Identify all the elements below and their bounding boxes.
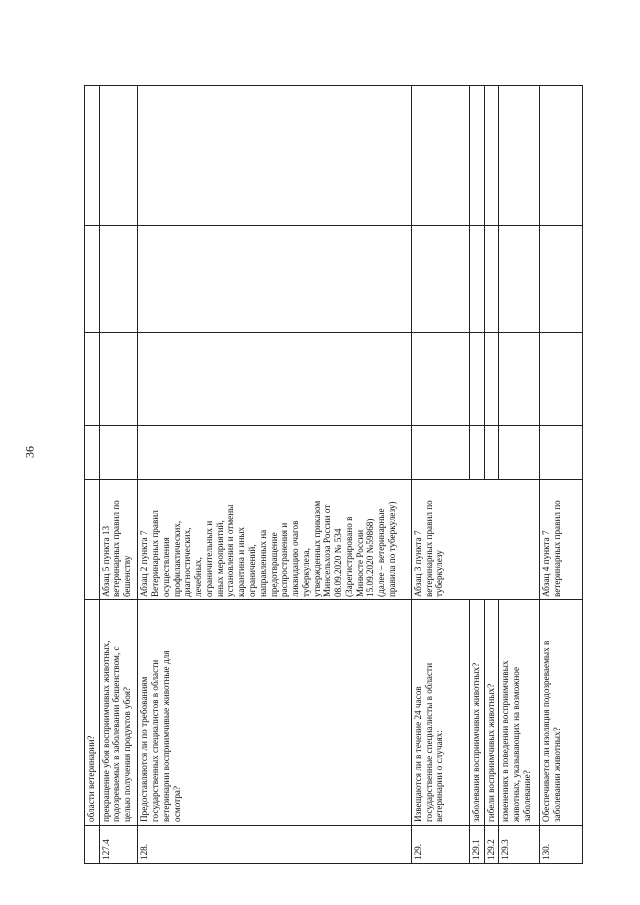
question-line: осмотра?	[171, 785, 182, 822]
question-text	[99, 600, 138, 826]
reference-line: ликвидацию очагов	[290, 520, 301, 597]
question-line: Извещаются ли в течение 24 часов	[412, 686, 423, 822]
item-number: 130.	[540, 826, 583, 864]
question-text	[540, 600, 583, 826]
answer-cell	[470, 86, 484, 226]
question-text	[138, 600, 412, 826]
answer-cell	[540, 226, 583, 333]
reference-line: (далее – ветеринарные	[376, 508, 387, 597]
table-row	[499, 86, 540, 864]
answer-cell	[411, 226, 470, 333]
question-text	[499, 600, 540, 826]
answer-cell	[85, 226, 100, 333]
answer-cell	[85, 333, 100, 426]
answer-cell	[470, 426, 484, 480]
question-line: заболевания восприимчивых животных?	[471, 662, 482, 822]
reference-line: лечебных,	[193, 557, 204, 597]
question-line: Предоставляются ли по требованиям	[139, 676, 150, 822]
page-number: 36	[22, 446, 37, 458]
question-line: гибели восприимчивых животных?	[485, 683, 496, 822]
answer-cell	[484, 333, 498, 426]
item-number	[85, 826, 100, 864]
reference-line: туберкулеза,	[300, 548, 311, 597]
answer-cell	[499, 333, 540, 426]
answer-cell	[99, 86, 138, 226]
question-text	[470, 600, 484, 826]
item-number: 129.	[411, 826, 470, 864]
answer-cell	[411, 426, 470, 480]
question-text	[85, 600, 100, 826]
question-line: ветеринарии восприимчивые животные для	[160, 650, 171, 822]
question-line: Обеспечивается ли изоляция подозреваемых в	[541, 640, 552, 822]
answer-cell	[138, 86, 412, 226]
answer-cell	[138, 226, 412, 333]
reference-line: Ветеринарных правил	[150, 510, 161, 597]
table-row	[99, 86, 138, 864]
question-line: области ветеринарии?	[86, 735, 96, 822]
answer-cell	[411, 333, 470, 426]
question-line: государственных специалистов в области	[150, 659, 161, 822]
question-line: целью получения продуктов убоя?	[122, 687, 133, 822]
answer-cell	[540, 426, 583, 480]
table-row	[85, 86, 100, 864]
checklist-table	[84, 85, 583, 864]
reference-line: карантина и иных	[236, 526, 247, 597]
item-number: 127.4	[99, 826, 138, 864]
table-row	[411, 86, 470, 864]
answer-cell	[499, 226, 540, 333]
answer-cell	[411, 86, 470, 226]
reference-line: правила по туберкулезу)	[386, 501, 397, 597]
answer-cell	[484, 86, 498, 226]
question-line: государственные специалисты в области	[423, 663, 434, 822]
question-line: заболевание?	[521, 770, 532, 822]
question-line: ветеринарии о случаях:	[434, 730, 445, 822]
reference-line: утвержденных приказом	[311, 500, 322, 597]
reference-line: профилактических,	[171, 520, 182, 597]
answer-cell	[99, 226, 138, 333]
question-text	[411, 600, 470, 826]
answer-cell	[470, 333, 484, 426]
reference-line: Абзац 3 пункта 7	[412, 530, 423, 597]
question-line: животных, указывающих на возможное	[510, 666, 521, 822]
reference-text	[99, 480, 138, 600]
answer-cell	[484, 226, 498, 333]
answer-cell	[99, 426, 138, 480]
reference-line: направленных на	[257, 529, 268, 597]
reference-line: ветеринарных правил по	[423, 500, 434, 597]
reference-line: бешенству	[122, 555, 133, 597]
reference-line: туберкулезу	[434, 550, 445, 597]
answer-cell	[85, 426, 100, 480]
reference-line: ограничений,	[247, 544, 257, 597]
reference-line: ветеринарных правил по	[551, 500, 562, 597]
item-number: 129.2	[484, 826, 498, 864]
table-row	[484, 86, 498, 864]
reference-line: Абзац 2 пункта 7	[139, 530, 150, 597]
checklist-body	[85, 86, 583, 864]
reference-line: Абзац 5 пункта 13	[100, 525, 111, 597]
document-frame	[84, 85, 583, 864]
question-line: заболевании животных?	[551, 727, 562, 822]
reference-line: 15.09.2020 №59868)	[365, 518, 376, 597]
question-line: изменениях в поведении восприимчивых	[500, 660, 511, 822]
table-row	[470, 86, 484, 864]
answer-cell	[484, 426, 498, 480]
answer-cell	[499, 426, 540, 480]
item-number: 129.3	[499, 826, 540, 864]
reference-line: (Зарегистрировано в	[343, 516, 354, 597]
reference-text	[138, 480, 412, 600]
question-line: прекращение убоя восприимчивых животных,	[100, 640, 111, 822]
rotated-table-container	[84, 85, 583, 864]
reference-text	[411, 480, 539, 600]
reference-line: ветеринарных правил по	[111, 500, 122, 597]
answer-cell	[99, 333, 138, 426]
table-row	[138, 86, 412, 864]
question-text	[484, 600, 498, 826]
reference-text	[85, 480, 100, 600]
answer-cell	[138, 426, 412, 480]
reference-text	[540, 480, 583, 600]
item-number: 128.	[138, 826, 412, 864]
reference-line: диагностических,	[182, 527, 193, 597]
reference-line: установления и отмены	[225, 504, 236, 597]
answer-cell	[540, 333, 583, 426]
answer-cell	[499, 86, 540, 226]
reference-line: предотвращение	[268, 532, 279, 597]
item-number: 129.1	[470, 826, 484, 864]
answer-cell	[138, 333, 412, 426]
reference-line: распространения и	[279, 522, 290, 597]
answer-cell	[85, 86, 100, 226]
answer-cell	[470, 226, 484, 333]
question-line: подозреваемых в заболевании бешенством, с	[111, 646, 122, 822]
answer-cell	[540, 86, 583, 226]
reference-line: ограничительных и	[203, 520, 214, 597]
reference-line: 08.09.2020 № 534	[333, 528, 344, 597]
table-row	[540, 86, 583, 864]
reference-line: осуществления	[160, 537, 171, 597]
reference-line: Минсельхоза России от	[322, 504, 333, 597]
reference-line: Абзац 4 пункта 7	[541, 530, 552, 597]
reference-line: Минюсте России	[354, 529, 365, 597]
reference-line: иных мероприятий,	[214, 520, 225, 597]
